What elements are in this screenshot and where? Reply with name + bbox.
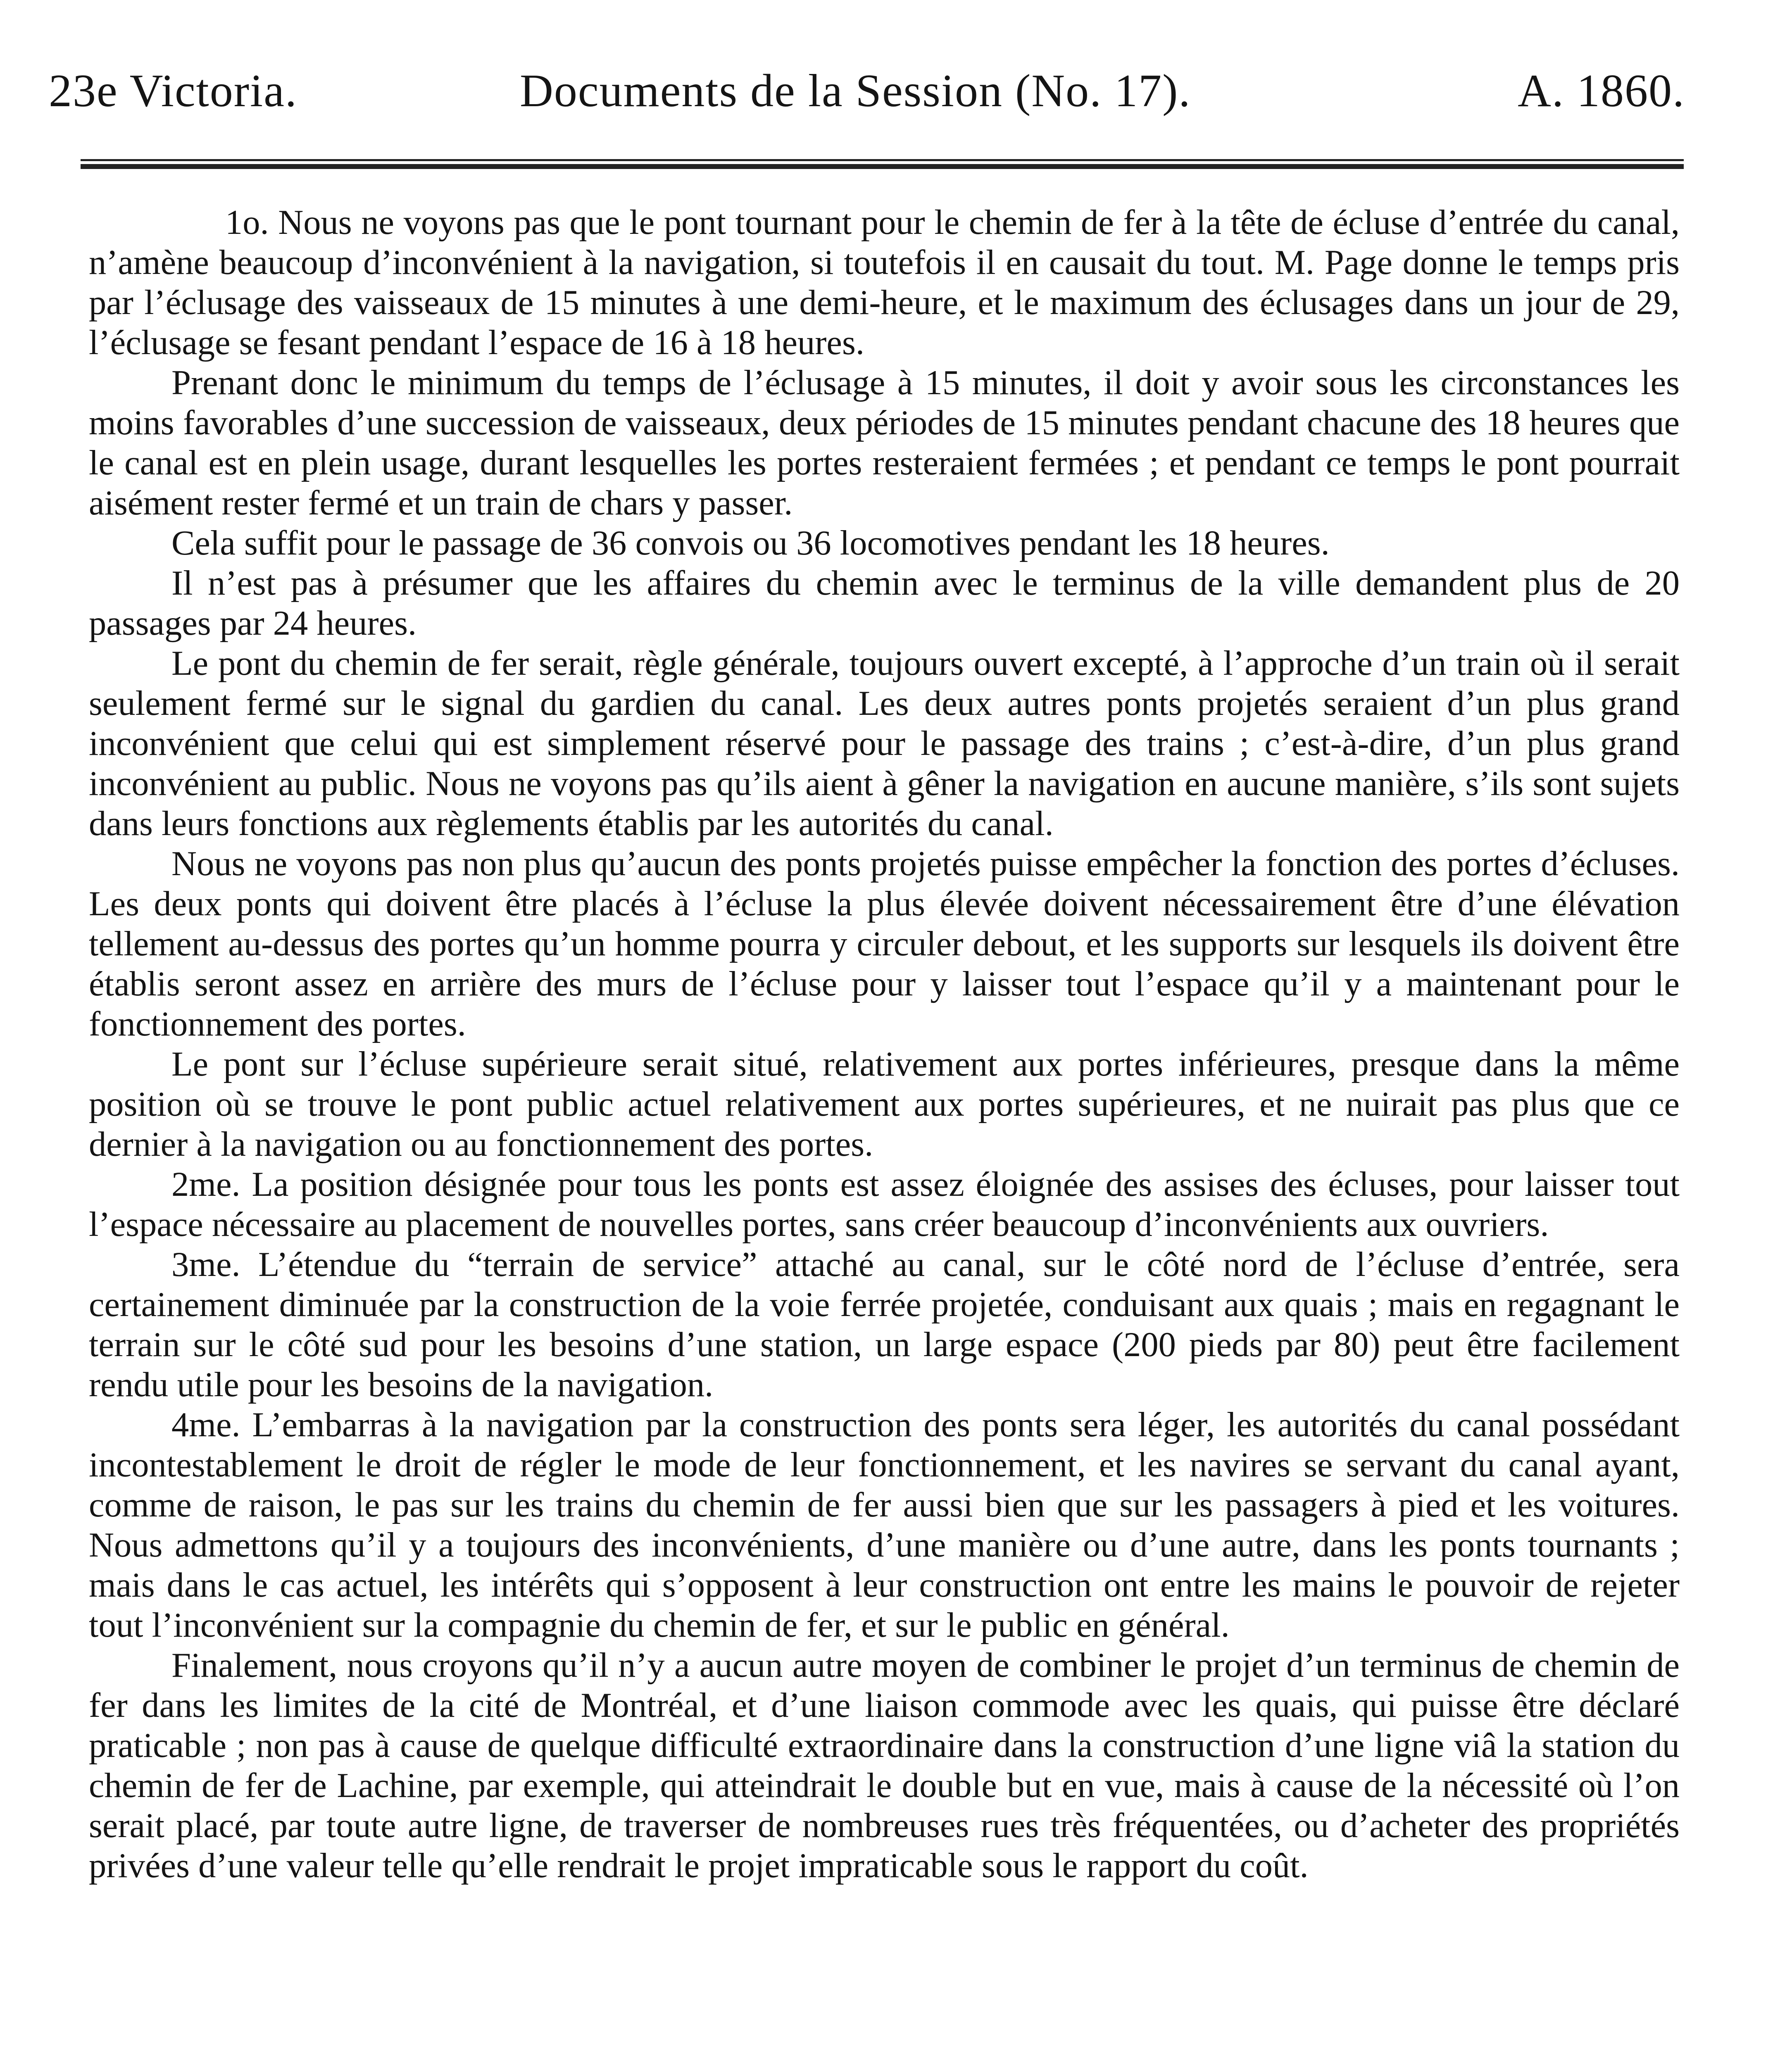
paragraph: 2me. La position désignée pour tous les ponts est assez éloignée des assises des écluses, pour laisser tout l’espace nécessaire au placement de nouvelles portes, sans créer beaucoup d’inconvénients aux ouvriers.: [89, 1165, 1680, 1244]
page-header: [49, 58, 1685, 124]
paragraph: Finalement, nous croyons qu’il n’y a aucun autre moyen de combiner le projet d’un terminus de chemin de fer dans les limites de la cité de Montréal, et d’une liaison commode avec les quais, qui puisse être déclaré praticable ; non pas à cause de quelque difficulté extraordinaire dans la construction d’une ligne viâ la station du chemin de fer de Lachine, par exemple, qui atteindrait le double but en vue, mais à cause de la nécessité où l’on serait placé, par toute autre ligne, de traverser de nombreuses rues très fréquentées, ou d’acheter des propriétés privées d’une valeur telle qu’elle rendrait le projet impraticable sous le rapport du coût.: [89, 1646, 1680, 1885]
paragraph: 1o. Nous ne voyons pas que le pont tournant pour le chemin de fer à la tête de écluse d’entrée du canal, n’amène beaucoup d’inconvénient à la navigation, si toutefois il en causait du tout. M. Page donne le temps pris par l’éclusage des vaisseaux de 15 minutes à une demi-heure, et le maximum des éclusages dans un jour de 29, l’éclusage se fesant pendant l’espace de 16 à 18 heures.: [89, 203, 1680, 362]
paragraph: Cela suffit pour le passage de 36 convois ou 36 locomotives pendant les 18 heures.: [171, 524, 1330, 562]
body-text: [89, 202, 1680, 1886]
paragraph: Prenant donc le minimum du temps de l’éclusage à 15 minutes, il doit y avoir sous les circonstances les moins favorables d’une succession de vaisseaux, deux périodes de 15 minutes pendant chacune des 18 heures que le canal est en plein usage, durant lesquelles les portes resteraient fermées ; et pendant ce temps le pont pourrait aisément rester fermé et un train de chars y passer.: [89, 364, 1680, 522]
paragraph: Le pont du chemin de fer serait, règle générale, toujours ouvert excepté, à l’approche d’un train où il serait seulement fermé sur le signal du gardien du canal. Les deux autres ponts projetés seraient d’un plus grand inconvénient que celui qui est simplement réservé pour le passage des trains ; c’est-à-dire, d’un plus grand inconvénient au public. Nous ne voyons pas qu’ils aient à gêner la navigation en aucune manière, s’ils sont sujets dans leurs fonctions aux règlements établis par les autorités du canal.: [89, 644, 1680, 843]
header-rule-thick: [81, 164, 1684, 169]
paragraph: Il n’est pas à présumer que les affaires du chemin avec le terminus de la ville demandent plus de 20 passages par 24 heures.: [89, 564, 1680, 643]
header-rule-thin: [81, 159, 1684, 161]
header-year: A. 1860.: [1518, 65, 1685, 117]
paragraph: 3me. L’étendue du “terrain de service” attaché au canal, sur le côté nord de l’écluse d’entrée, sera certainement diminuée par la construction de la voie ferrée projetée, conduisant aux quais ; mais en regagnant le terrain sur le côté sud pour les besoins d’une station, un large espace (200 pieds par 80) peut être facilement rendu utile pour les besoins de la navigation.: [89, 1245, 1680, 1404]
header-document-title: Documents de la Session (No. 17).: [520, 65, 1191, 117]
header-session: 23e Victoria.: [49, 65, 297, 117]
paragraph: Le pont sur l’écluse supérieure serait situé, relativement aux portes inférieures, presque dans la même position où se trouve le pont public actuel relativement aux portes supérieures, et ne nuirait pas plus que ce dernier à la navigation ou au fonctionnement des portes.: [89, 1045, 1680, 1164]
paragraph: 4me. L’embarras à la navigation par la construction des ponts sera léger, les autorités du canal possédant incontestablement le droit de régler le mode de leur fonctionnement, et les navires se servant du canal ayant, comme de raison, le pas sur les trains du chemin de fer aussi bien que sur les passagers à pied et les voitures. Nous admettons qu’il y a toujours des inconvénients, d’une manière ou d’une autre, dans les ponts tournants ; mais dans le cas actuel, les intérêts qui s’opposent à leur construction ont entre les mains le pouvoir de rejeter tout l’inconvénient sur la compagnie du chemin de fer, et sur le public en général.: [89, 1406, 1680, 1645]
paragraph: Nous ne voyons pas non plus qu’aucun des ponts projetés puisse empêcher la fonction des portes d’écluses. Les deux ponts qui doivent être placés à l’écluse la plus élevée doivent nécessairement être d’une élévation tellement au-dessus des portes qu’un homme pourra y circuler debout, et les supports sur lesquels ils doivent être établis seront assez en arrière des murs de l’écluse pour y laisser tout l’espace qu’il y a maintenant pour le fonctionnement des portes.: [89, 845, 1680, 1043]
